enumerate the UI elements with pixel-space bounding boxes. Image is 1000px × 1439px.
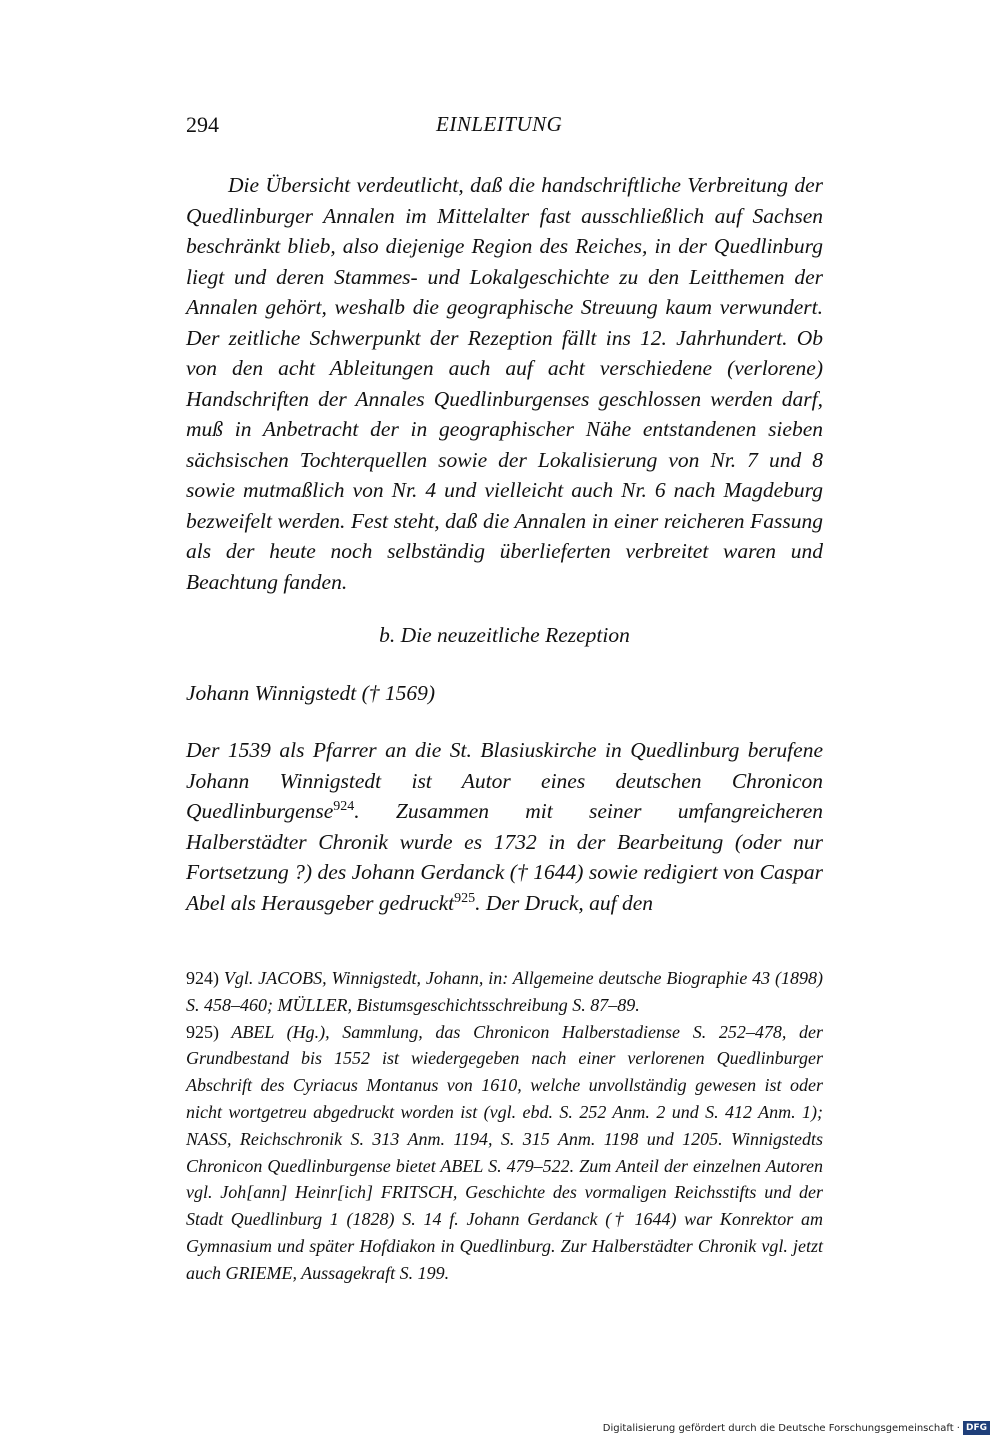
paragraph-2-part-3: . Der Druck, auf den bbox=[475, 890, 654, 915]
footnote-924 bbox=[186, 965, 823, 1019]
footnotes bbox=[186, 965, 823, 1287]
section-heading: b. Die neuzeitliche Rezeption bbox=[379, 623, 630, 647]
dfg-logo: DFG bbox=[963, 1421, 990, 1435]
credit-text: Digitalisierung gefördert durch die Deutsche Forschungsgemeinschaft · bbox=[602, 1422, 960, 1434]
footnote-ref-924[interactable]: 924 bbox=[333, 798, 355, 814]
footnote-mark: 924) bbox=[186, 968, 219, 988]
subheading: Johann Winnigstedt († 1569) bbox=[186, 681, 436, 705]
paragraph-2-part-1: Der 1539 als Pfarrer an die St. Blasiuskirche in Quedlinburg berufene Johann Winnigstedt ist Autor eines deutschen Chronicon Quedlinburgense bbox=[186, 738, 823, 823]
digitization-credit bbox=[603, 1421, 990, 1435]
footnote-925 bbox=[186, 1019, 823, 1287]
running-head: EINLEITUNG bbox=[436, 112, 563, 136]
page-header bbox=[186, 112, 826, 146]
footnote-mark: 925) bbox=[186, 1021, 219, 1042]
paragraph-2-part-2: . Zusammen mit seiner umfangreicheren Halberstädter Chronik wurde es 1732 in der Bearbeitung (oder nur Fortsetzung ?) des Johann Gerdanck († 1644) sowie redigiert von Caspar Abel als Herausgeber gedruckt bbox=[186, 799, 823, 915]
footnote-text: Vgl. JACOBS, Winnigstedt, Johann, in: Allgemeine deutsche Biographie 43 (1898) S. 458–460; MÜLLER, Bistumsgeschichtsschreibung S. 87–89. bbox=[186, 968, 823, 1015]
body-paragraph-2 bbox=[186, 735, 823, 918]
page-number: 294 bbox=[186, 112, 219, 137]
footnote-text: ABEL (Hg.), Sammlung, das Chronicon Halberstadiense S. 252–478, der Grundbestand bis 1552 ist wiedergegeben nach einer verlorenen Quedlinburger Abschrift des Cyriacus Montanus von 1610, welche unvollständig gewesen ist oder nicht wortgetreu abgedruckt worden ist (vgl. ebd. S. 252 Anm. 2 und S. 412 Anm. 1); NASS, Reichschronik S. 313 Anm. 1194, S. 315 Anm. 1198 und 1205. Winnigstedts Chronicon Quedlinburgense bietet ABEL S. 479–522. Zum Anteil der einzelnen Autoren vgl. Joh[ann] Heinr[ich] FRITSCH, Geschichte des vormaligen Reichsstifts und der Stadt Quedlinburg 1 (1828) S. 14 f. Johann Gerdanck († 1644) war Konrektor am Gymnasium und später Hofdiakon in Quedlinburg. Zur Halberstädter Chronik vgl. jetzt auch GRIEME, Aussagekraft S. 199. bbox=[186, 1021, 823, 1283]
paragraph-1-text: Die Übersicht verdeutlicht, daß die handschriftliche Verbreitung der Quedlinburger Annalen im Mittelalter fast ausschließlich auf Sachsen beschränkt blieb, also diejenige Region des Reiches, in der Quedlinburg liegt und deren Stammes- und Lokalgeschichte zu den Leitthemen der Annalen gehört, weshalb die geographische Streuung kaum verwundert. Der zeitliche Schwerpunkt der Rezeption fällt ins 12. Jahrhundert. Ob von den acht Ableitungen auch auf acht verschiedene (verlorene) Handschriften der Annales Quedlinburgenses geschlossen werden darf, muß in Anbetracht der in geographischer Nähe entstandenen sieben sächsischen Tochterquellen sowie der Lokalisierung von Nr. 7 und 8 sowie mutmaßlich von Nr. 4 und vielleicht auch Nr. 6 nach Magdeburg bezweifelt werden. Fest steht, daß die Annalen in einer reicheren Fassung als der heute noch selbständig überlieferten verbreitet waren und Beachtung fanden. bbox=[186, 173, 823, 594]
footnote-ref-925[interactable]: 925 bbox=[454, 890, 476, 906]
body-paragraph-1 bbox=[186, 170, 823, 597]
